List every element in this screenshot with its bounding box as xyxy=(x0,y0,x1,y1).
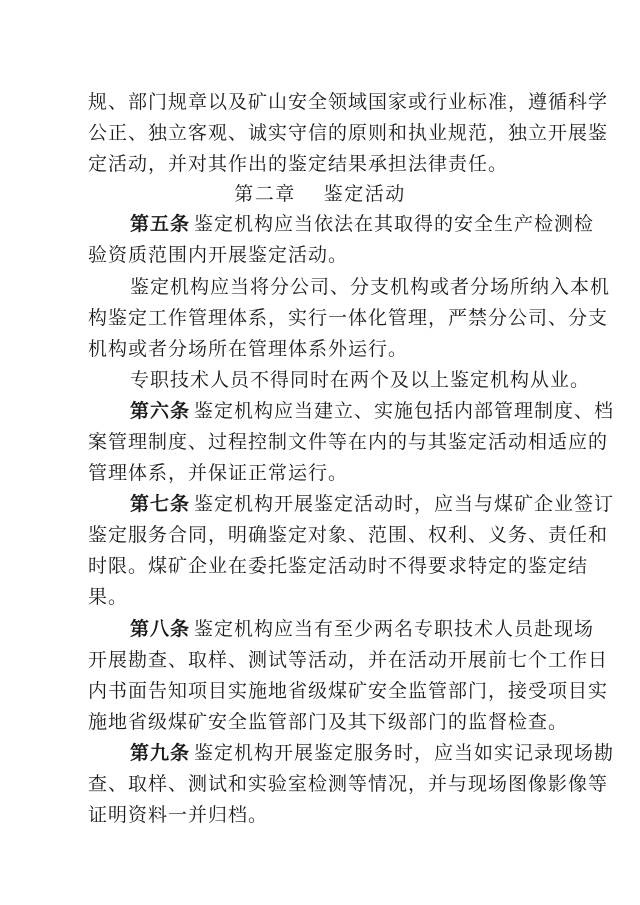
paragraph-line: 施地省级煤矿安全监管部门及其下级部门的监督检查。 xyxy=(88,711,569,733)
paragraph-line: 开展勘查、取样、测试等活动，并在活动开展前七个工作日 xyxy=(88,649,609,671)
paragraph-line: 公正、独立客观、诚实守信的原则和执业规范，独立开展鉴 xyxy=(88,122,609,144)
article-9-text: 鉴定机构开展鉴定服务时，应当如实记录现场勘 xyxy=(194,742,615,764)
paragraph-line: 果。 xyxy=(88,586,129,608)
paragraph-line: 专职技术人员不得同时在两个及以上鉴定机构从业。 xyxy=(130,369,591,391)
article-6-label: 第六条 xyxy=(130,400,191,422)
paragraph-line: 机构或者分场所在管理体系外运行。 xyxy=(88,338,409,360)
paragraph-line: 鉴定机构应当将分公司、分支机构或者分场所纳入本机 xyxy=(130,276,611,298)
article-9-label: 第九条 xyxy=(130,742,191,764)
article-7-line xyxy=(130,492,615,516)
article-5-text: 鉴定机构应当依法在其取得的安全生产检测检 xyxy=(194,213,595,235)
paragraph-line: 查、取样、测试和实验室检测等情况，并与现场图像影像等 xyxy=(88,773,609,795)
paragraph-line: 案管理制度、过程控制文件等在内的与其鉴定活动相适应的 xyxy=(88,431,609,453)
paragraph-line: 管理体系，并保证正常运行。 xyxy=(88,462,349,484)
article-8-line xyxy=(130,617,595,641)
article-5-line xyxy=(130,212,595,236)
paragraph-line: 内书面告知项目实施地省级煤矿安全监管部门，接受项目实 xyxy=(88,680,609,702)
paragraph-line: 规、部门规章以及矿山安全领域国家或行业标准，遵循科学 xyxy=(88,91,609,113)
article-7-label: 第七条 xyxy=(130,493,191,515)
paragraph-line: 构鉴定工作管理体系，实行一体化管理，严禁分公司、分支 xyxy=(88,307,609,329)
chapter-number: 第二章 xyxy=(234,183,296,205)
article-8-text: 鉴定机构应当有至少两名专职技术人员赴现场 xyxy=(194,618,595,640)
chapter-title: 鉴定活动 xyxy=(323,183,406,205)
article-5-label: 第五条 xyxy=(130,213,191,235)
paragraph-line: 时限。煤矿企业在委托鉴定活动时不得要求特定的鉴定结 xyxy=(88,555,589,577)
article-9-line xyxy=(130,741,615,765)
article-6-line xyxy=(130,399,615,423)
article-8-label: 第八条 xyxy=(130,618,191,640)
paragraph-line: 证明资料一并归档。 xyxy=(88,804,269,826)
paragraph-line: 验资质范围内开展鉴定活动。 xyxy=(88,244,349,266)
paragraph-line: 鉴定服务合同，明确鉴定对象、范围、权利、义务、责任和 xyxy=(88,524,609,546)
article-7-text: 鉴定机构开展鉴定活动时，应当与煤矿企业签订 xyxy=(194,493,615,515)
article-6-text: 鉴定机构应当建立、实施包括内部管理制度、档 xyxy=(194,400,615,422)
paragraph-line: 定活动，并对其作出的鉴定结果承担法律责任。 xyxy=(88,153,509,175)
chapter-heading xyxy=(0,182,640,206)
